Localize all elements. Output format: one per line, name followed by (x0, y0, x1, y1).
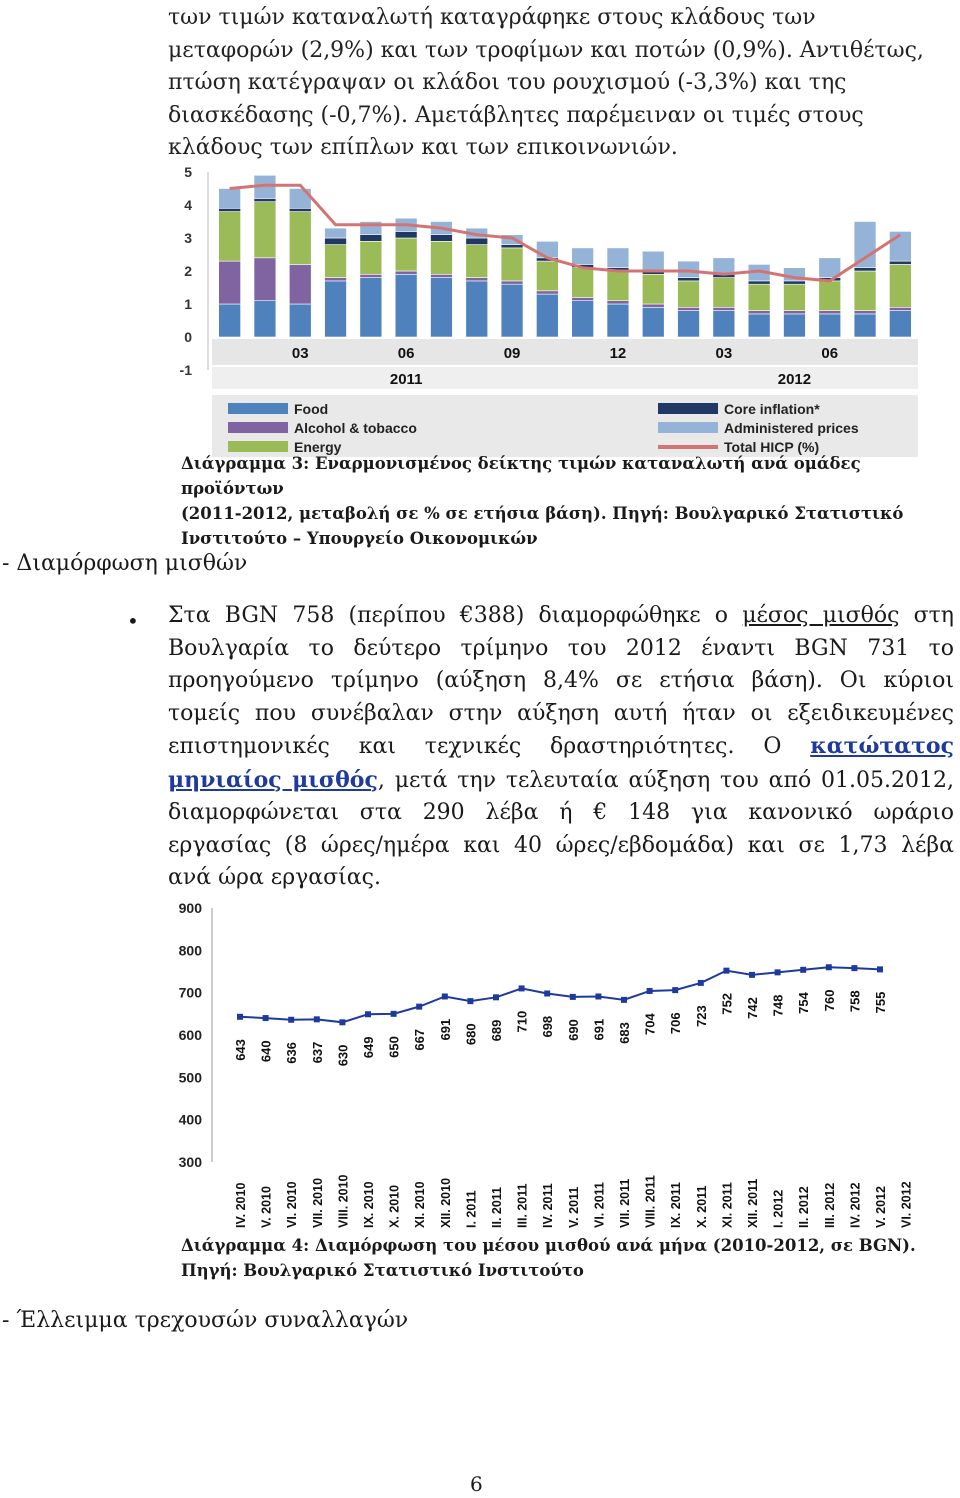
data-label: 748 (770, 994, 786, 1017)
wage-point (826, 964, 832, 970)
wage-point (365, 1011, 371, 1017)
bar-segment (784, 284, 806, 310)
monthly-wage-link[interactable]: μηνιαίος μισθός (168, 766, 378, 793)
legend-swatch (228, 403, 288, 414)
wage-point (263, 1015, 269, 1021)
wage-point (339, 1019, 345, 1025)
wage-point (442, 993, 448, 999)
x-tick-label: X. 2011 (694, 1185, 709, 1228)
bar-segment (678, 278, 700, 281)
bar-segment (289, 212, 311, 265)
bar-segment (325, 281, 347, 337)
x-tick-label: 06 (397, 345, 415, 362)
legend-label: Core inflation* (724, 401, 820, 417)
wage-point (570, 994, 576, 1000)
data-label: 637 (309, 1041, 325, 1064)
bar-segment (713, 278, 735, 308)
caption-title: Διάγραμμα 4: Διαμόρφωση του μέσου μισθού ανά μήνα (2010-2012, σε BGN). (181, 1236, 916, 1255)
x-tick-label: VI. 2010 (285, 1181, 300, 1228)
year-label: 2011 (389, 371, 423, 388)
wage-point (672, 987, 678, 993)
bar-segment (678, 311, 700, 337)
bar-segment (219, 208, 241, 211)
bar-segment (431, 241, 453, 274)
y-tick-label: 500 (178, 1069, 202, 1086)
bar-segment (678, 261, 700, 278)
data-label: 630 (335, 1044, 351, 1067)
intro-line: μεταφορών (2,9%) και των τροφίμων και ποτών (0,9%). Αντιθέτως, (168, 37, 924, 63)
bar-segment (360, 274, 382, 277)
wages-text: Στα BGN 758 (περίπου €388) διαμορφώθηκε ο (168, 603, 743, 628)
bar-segment (784, 281, 806, 284)
x-tick-label: 03 (291, 345, 309, 362)
data-label: 698 (540, 1015, 556, 1038)
x-tick-label: V. 2011 (566, 1186, 581, 1228)
bar-segment (431, 235, 453, 242)
bullet-dot: • (127, 609, 139, 633)
legend-label: Energy (294, 439, 342, 455)
data-label: 640 (258, 1040, 274, 1063)
wages-text: διαμορφώνεται στα 290 λέβα ή € 148 για κανονικό ωράριο (168, 800, 954, 825)
caption-detail: (2011-2012, μεταβολή σε % σε ετήσια βάση). Πηγή: Βουλγαρικό Στατιστικό (181, 504, 904, 523)
data-label: 742 (745, 997, 760, 1019)
page-number: 6 (470, 1472, 483, 1496)
bar-segment (395, 271, 417, 274)
bar-segment (889, 264, 911, 307)
bar-segment (501, 245, 523, 248)
bar-segment (219, 261, 241, 304)
bar-segment (431, 278, 453, 337)
bar-segment (678, 281, 700, 307)
bar-segment (325, 238, 347, 245)
data-label: 691 (591, 1018, 607, 1041)
wage-point (595, 993, 601, 999)
x-tick-label: III. 2011 (515, 1183, 530, 1228)
wage-point (391, 1011, 397, 1017)
y-tick-label: 400 (178, 1111, 202, 1128)
x-axis-ticks (212, 339, 918, 389)
bar-segment (889, 311, 911, 337)
chart3-caption (181, 451, 960, 551)
year-label: 2012 (777, 371, 812, 388)
wages-text: προηγούμενο τρίμηνο (αύξηση 8,4% σε ετήσια βάση). Οι κύριοι (168, 668, 954, 693)
y-tick-label: 2 (184, 263, 192, 279)
y-tick-label: 900 (178, 900, 202, 916)
x-tick-label: VII. 2011 (618, 1178, 632, 1228)
year-band (212, 367, 918, 389)
x-tick-label: VIII. 2011 (643, 1175, 658, 1228)
wage-point (698, 980, 704, 986)
bar-segment (466, 278, 488, 281)
wages-text: εργασίας (8 ώρες/ημέρα και 40 ώρες/εβδομάδα) και σε 1,73 λέβα (168, 832, 954, 858)
data-label: 636 (284, 1042, 300, 1064)
bar-segment (466, 281, 488, 337)
wage-point (416, 1004, 422, 1010)
wages-text: τομείς που συνέβαλαν στην αύξηση αυτή ήταν οι εξειδικευμένες (168, 700, 954, 726)
data-labels (233, 990, 888, 1067)
bar-segment (572, 297, 594, 300)
bars-group (219, 175, 912, 337)
x-tick-label: VII. 2010 (310, 1177, 325, 1228)
bar-segment (854, 222, 876, 268)
bar-segment (395, 238, 417, 271)
bar-segment (819, 311, 841, 314)
y-tick-label: 3 (184, 230, 192, 246)
bar-segment (536, 241, 558, 257)
caption-source: Ινστιτούτο – Υπουργείο Οικονομικών (181, 529, 538, 548)
bar-segment (219, 189, 241, 209)
bar-segment (536, 261, 558, 291)
data-label: 710 (514, 1010, 530, 1033)
bar-segment (854, 271, 876, 311)
legend-label: Alcohol & tobacco (294, 420, 417, 436)
bar-segment (607, 304, 629, 337)
bar-segment (254, 202, 276, 258)
data-label: 706 (668, 1012, 684, 1035)
data-label: 690 (565, 1019, 581, 1041)
bar-segment (466, 238, 488, 245)
bar-segment (466, 245, 488, 278)
data-label: 752 (719, 992, 735, 1015)
bar-segment (501, 284, 523, 337)
caption-source: Πηγή: Βουλγαρικό Στατιστικό Ινστιτούτο (181, 1261, 584, 1280)
legend-swatch (658, 422, 718, 433)
x-tick-label: V. 2010 (259, 1186, 274, 1228)
bar-segment (360, 241, 382, 274)
y-tick-label: 800 (178, 942, 202, 959)
wage-point (519, 985, 525, 991)
bar-segment (219, 212, 241, 262)
legend-swatch (658, 403, 718, 414)
wage-point (237, 1014, 243, 1020)
x-tick-label: II. 2011 (490, 1186, 504, 1228)
y-tick-label: 700 (178, 984, 202, 1001)
y-tick-label: 600 (178, 1027, 202, 1043)
bar-segment (254, 258, 276, 301)
intro-line: κλάδους των επίπλων και των επικοινωνιών. (168, 135, 678, 160)
x-tick-label: IV. 2011 (541, 1183, 556, 1228)
bar-segment (642, 304, 664, 307)
bar-segment (678, 307, 700, 310)
x-tick-label: VI. 2012 (899, 1181, 914, 1228)
y-tick-label: 5 (184, 164, 192, 180)
bar-segment (431, 274, 453, 277)
x-tick-label: 09 (503, 345, 521, 362)
x-tick-label: VIII. 2010 (336, 1174, 351, 1228)
x-tick-label: XI. 2010 (413, 1181, 428, 1228)
intro-paragraph (168, 2, 954, 165)
x-tick-label: IX. 2010 (362, 1181, 376, 1228)
average-wage-line-chart (168, 898, 928, 1228)
bar-segment (501, 248, 523, 281)
intro-line: διασκέδασης (-0,7%). Αμετάβλητες παρέμειναν οι τιμές στους (168, 102, 864, 128)
y-tick-label: 1 (184, 296, 192, 312)
bar-segment (889, 261, 911, 264)
intro-line: των τιμών καταναλωτή καταγράφηκε στους κλάδους των (168, 5, 816, 30)
bar-segment (501, 281, 523, 284)
bar-segment (360, 235, 382, 242)
bar-segment (854, 314, 876, 337)
bar-segment (748, 311, 770, 314)
average-wage-link[interactable]: μέσος μισθός (742, 603, 900, 628)
wages-text: στη (899, 603, 954, 628)
x-axis-ticks (234, 1174, 914, 1228)
bar-segment (536, 291, 558, 294)
x-tick-label: 12 (609, 345, 627, 362)
bar-segment (395, 231, 417, 238)
bar-segment (784, 311, 806, 314)
x-tick-label: X. 2010 (387, 1184, 402, 1228)
x-tick-label: XI. 2011 (720, 1182, 735, 1228)
section-heading-wages: - Διαμόρφωση μισθών (2, 551, 248, 576)
data-label: 689 (489, 1019, 504, 1042)
y-tick-label: 4 (184, 197, 192, 213)
wage-point (775, 969, 781, 975)
chart4-caption (181, 1233, 916, 1283)
wage-point (877, 966, 883, 972)
bar-segment (819, 281, 841, 311)
data-label: 755 (873, 991, 888, 1014)
wages-text: ανά ώρα εργασίας. (168, 865, 381, 890)
bar-segment (572, 248, 594, 265)
data-label: 760 (821, 989, 837, 1012)
wage-point (314, 1016, 320, 1022)
bar-segment (607, 301, 629, 304)
wage-point (288, 1017, 294, 1023)
y-tick-label: -1 (179, 362, 192, 378)
bar-segment (748, 281, 770, 284)
bar-segment (536, 294, 558, 337)
bar-segment (219, 304, 241, 337)
x-tick-label: IX. 2011 (669, 1182, 684, 1228)
x-tick-label: II. 2012 (797, 1186, 812, 1228)
data-label: 691 (437, 1018, 453, 1041)
wage-point (723, 968, 729, 974)
bar-segment (360, 278, 382, 337)
bar-segment (642, 274, 664, 304)
bar-segment (642, 251, 664, 271)
x-tick-label: 06 (821, 345, 839, 362)
x-axis-band (212, 339, 918, 365)
bar-segment (854, 268, 876, 271)
data-label: 754 (796, 992, 812, 1014)
bar-segment (748, 284, 770, 310)
bar-segment (325, 228, 347, 238)
wage-point (851, 965, 857, 971)
bar-segment (289, 304, 311, 337)
caption-title: Διάγραμμα 3: Εναρμονισμένος δείκτης τιμών καταναλωτή ανά ομάδες προϊόντων (181, 454, 861, 498)
section-heading-deficit: - Έλλειμμα τρεχουσών συναλλαγών (2, 1308, 409, 1333)
wages-text: επιστημονικές και τεχνικές δραστηριότητες. Ο (168, 734, 811, 759)
wage-point (749, 972, 755, 978)
data-label: 649 (361, 1036, 376, 1059)
bar-segment (289, 264, 311, 304)
x-tick-label: V. 2012 (874, 1186, 888, 1228)
bar-segment (254, 301, 276, 337)
legend-label: Total HICP (%) (724, 439, 820, 455)
x-tick-label: IV. 2012 (848, 1182, 863, 1228)
wage-point (493, 994, 499, 1000)
hicp-stacked-bar-chart (168, 162, 928, 455)
data-label: 650 (386, 1036, 402, 1058)
bar-segment (784, 314, 806, 337)
bar-segment (572, 268, 594, 298)
bar-segment (572, 301, 594, 337)
data-label: 758 (847, 990, 863, 1013)
y-axis-ticks (180, 164, 208, 378)
bar-segment (325, 278, 347, 281)
wage-point (544, 991, 550, 997)
y-tick-label: 300 (178, 1154, 202, 1170)
bar-segment (889, 307, 911, 310)
legend-label: Food (294, 401, 329, 417)
x-tick-label: 03 (715, 345, 733, 362)
bar-segment (289, 208, 311, 211)
x-tick-label: IV. 2010 (234, 1182, 248, 1228)
minimum-wage-link[interactable]: κατώτατος (810, 733, 954, 759)
x-tick-label: XII. 2010 (438, 1177, 453, 1228)
x-tick-label: XII. 2011 (746, 1178, 760, 1228)
legend (212, 395, 918, 457)
wages-paragraph (168, 600, 954, 895)
y-tick-label: 0 (184, 329, 192, 345)
x-tick-label: I. 2011 (464, 1190, 479, 1228)
data-label: 680 (463, 1023, 479, 1046)
x-tick-label: III. 2012 (822, 1182, 837, 1228)
bar-segment (713, 307, 735, 310)
bar-segment (713, 258, 735, 275)
data-label: 704 (642, 1013, 658, 1035)
y-axis-ticks (179, 900, 212, 1170)
bar-segment (289, 189, 311, 209)
wage-point (800, 967, 806, 973)
legend-swatch (228, 422, 288, 433)
wages-text: , μετά την τελευταία αύξηση του από 01.05.2012, (377, 767, 954, 793)
bar-segment (854, 311, 876, 314)
data-label: 683 (617, 1022, 632, 1044)
bar-segment (713, 311, 735, 337)
x-tick-label: VI. 2011 (592, 1182, 607, 1228)
wage-line-group (237, 964, 883, 1025)
bar-segment (254, 198, 276, 201)
x-tick-label: I. 2012 (771, 1189, 786, 1228)
bar-segment (642, 307, 664, 337)
intro-line: πτώση κατέγραψαν οι κλάδοι του ρουχισμού (-3,3%) και της (168, 70, 847, 95)
legend-label: Administered prices (724, 420, 859, 436)
bar-segment (819, 314, 841, 337)
bar-segment (395, 274, 417, 337)
data-label: 667 (412, 1028, 428, 1051)
data-label: 723 (693, 1005, 709, 1027)
bar-segment (325, 245, 347, 278)
bar-segment (607, 248, 629, 268)
wages-text: Βουλγαρία το δεύτερο τρίμηνο του 2012 έναντι BGN 731 το (168, 635, 954, 661)
data-label: 643 (233, 1039, 248, 1061)
wage-point (467, 998, 473, 1004)
bar-segment (748, 314, 770, 337)
wage-point (621, 997, 627, 1003)
bar-segment (607, 271, 629, 301)
wage-point (647, 988, 653, 994)
